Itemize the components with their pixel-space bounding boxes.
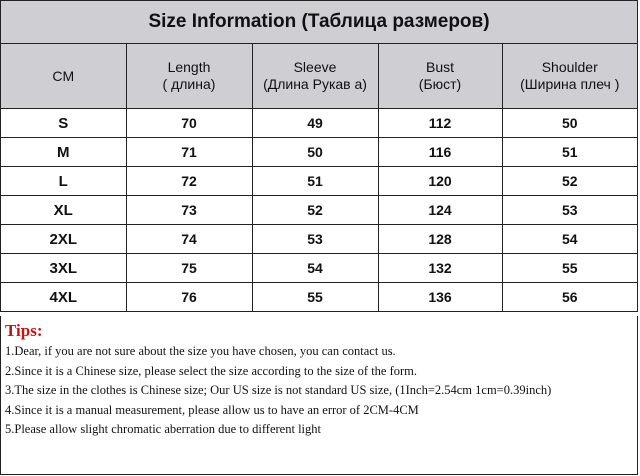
- sleeve-cell: 53: [252, 225, 378, 254]
- header-shoulder-label: Shoulder: [541, 59, 598, 75]
- table-row: [1, 109, 637, 138]
- header-length-sub: ( длина): [162, 76, 216, 92]
- header-cm: [1, 44, 126, 109]
- header-bust: [378, 44, 502, 109]
- length-cell: 70: [126, 109, 252, 138]
- bust-cell: 132: [378, 254, 502, 283]
- table-row: [1, 254, 637, 283]
- shoulder-cell: 50: [502, 109, 637, 138]
- sleeve-cell: 51: [252, 167, 378, 196]
- size-cell: 4XL: [1, 283, 126, 312]
- header-cm-label: CM: [52, 67, 75, 84]
- bust-cell: 120: [378, 167, 502, 196]
- shoulder-cell: 53: [502, 196, 637, 225]
- header-bust-label: Bust: [425, 59, 454, 75]
- size-cell: L: [1, 167, 126, 196]
- table-row: [1, 225, 637, 254]
- sleeve-cell: 54: [252, 254, 378, 283]
- length-cell: 72: [126, 167, 252, 196]
- sleeve-cell: 55: [252, 283, 378, 312]
- sleeve-cell: 50: [252, 138, 378, 167]
- tip-item: 3.The size in the clothes is Chinese size; Our US size is not standard US size, (1Inch=2.54cm 1cm=0.39inch): [5, 383, 552, 397]
- tip-item: 1.Dear, if you are not sure about the size you have chosen, you can contact us.: [5, 344, 396, 358]
- header-shoulder-sub: (Ширина плеч ): [520, 76, 620, 92]
- header-sleeve-label: Sleeve: [293, 59, 337, 75]
- tip-item: 4.Since it is a manual measurement, please allow us to have an error of 2CM-4CM: [5, 402, 419, 417]
- bust-cell: 124: [378, 196, 502, 225]
- tip-item: 2.Since it is a Chinese size, please select the size according to the size of the form.: [5, 363, 418, 378]
- size-cell: M: [1, 138, 126, 167]
- sleeve-cell: 49: [252, 109, 378, 138]
- size-cell: XL: [1, 196, 126, 225]
- length-cell: 71: [126, 138, 252, 167]
- table-row: [1, 167, 637, 196]
- sleeve-cell: 52: [252, 196, 378, 225]
- header-length-label: Length: [167, 59, 211, 75]
- shoulder-cell: 52: [502, 167, 637, 196]
- table-row: [1, 283, 637, 312]
- size-cell: 3XL: [1, 254, 126, 283]
- tips-title: Tips:: [5, 321, 43, 340]
- tip-item: 5.Please allow slight chromatic aberration due to different light: [5, 422, 321, 436]
- shoulder-cell: 54: [502, 225, 637, 254]
- size-cell: S: [1, 109, 126, 138]
- size-cell: 2XL: [1, 225, 126, 254]
- bust-cell: 128: [378, 225, 502, 254]
- chart-title: Size Information (Таблица размеров): [1, 1, 637, 44]
- table-row: [1, 196, 637, 225]
- table-row: [1, 138, 637, 167]
- bust-cell: 136: [378, 283, 502, 312]
- size-table: [1, 44, 637, 311]
- shoulder-cell: 56: [502, 283, 637, 312]
- length-cell: 73: [126, 196, 252, 225]
- bust-cell: 112: [378, 109, 502, 138]
- header-row: [1, 44, 637, 109]
- header-bust-sub: (Бюст): [418, 76, 462, 92]
- header-shoulder: [502, 44, 637, 109]
- length-cell: 76: [126, 283, 252, 312]
- shoulder-cell: 55: [502, 254, 637, 283]
- header-sleeve-sub: (Длина Рукав а): [263, 76, 367, 92]
- length-cell: 75: [126, 254, 252, 283]
- bust-cell: 116: [378, 138, 502, 167]
- tips-section: [0, 316, 638, 475]
- shoulder-cell: 51: [502, 138, 637, 167]
- header-sleeve: [252, 44, 378, 109]
- length-cell: 74: [126, 225, 252, 254]
- header-length: [126, 44, 252, 109]
